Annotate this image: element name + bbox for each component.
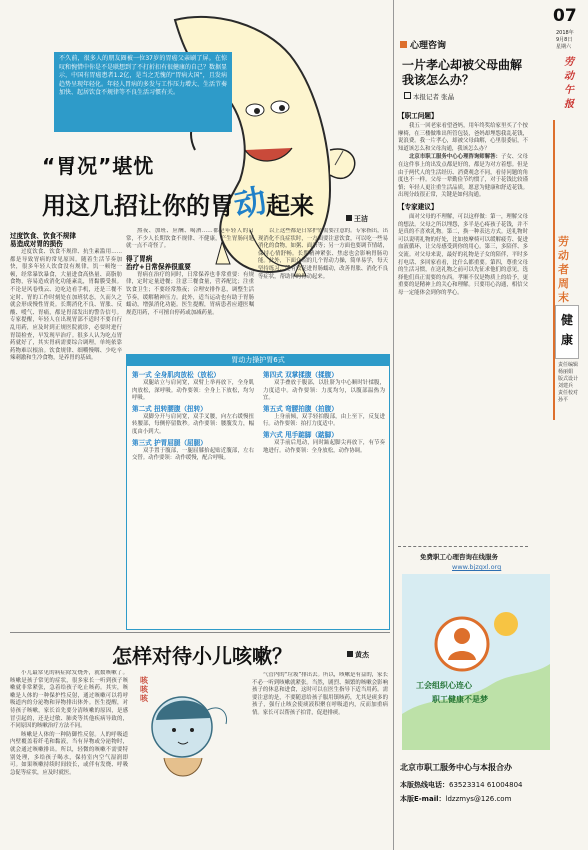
page-date: 2018年 9月8日 星期六: [556, 30, 574, 50]
editor-line: 杨丽娟: [558, 369, 574, 375]
exercise-body: 双腿站立与肩同宽，双臂上举再放下，全身肌肉放松，深呼吸。动作要领：全身上下放松，均匀呼吸。: [132, 380, 254, 402]
author-square-icon: [346, 215, 352, 221]
editor-line: 责任校对: [558, 390, 579, 396]
article3-title: 一片孝心却被父母曲解 我该怎么办？: [402, 58, 523, 87]
service-divider: [398, 546, 528, 547]
exercise-body: 双脚分开与肩同宽，双手叉腰，向左右缓慢扭转腰部，每侧停留数秒。动作要领：腰腹发力，幅度由小到大。: [132, 413, 254, 435]
article2-col3: [252, 672, 388, 844]
editor-credits: [558, 362, 586, 404]
exercise-box-title: 胃动力操护胃6式: [127, 355, 389, 366]
section-divider: [10, 632, 390, 633]
article1-subhead1: 过度饮食、饮食不规律 易造成对胃的损伤: [10, 232, 76, 248]
article2-author: [347, 650, 369, 660]
article2-author-name: 黄杰: [355, 651, 369, 659]
exercise-heading: 第五式 弯腰拍腹（拍腹）: [263, 404, 338, 413]
article1-col2-text-b: 胃病在治疗的同时，日常保养也非常重要：有规律，定时定量进餐；注意三餐食量，营养配比；注重饮食卫生；不要经常熬夜；合理安排作息，调整生活节奏，缓解精神压力。此外，适当运动也有助于胃肠蠕动，增强消化功能。医生提醒，胃病患者应遵医嘱规范用药，不可擅自停药或加减药量。: [126, 271, 254, 316]
article1-col3-text: 以上这些都是日常护胃需要注意的。专家指出，出现消化不良症状时，一方面要注意饮食，可以吃一些易消化的食物，如粥、面条等；另一方面也要调节情绪，保持心情舒畅。长期精神紧张、焦虑也会影响胃肠功能。此外，下面介绍的几个胃动力操，简单易学，每天坚持练习，能有效促进胃肠蠕动，改善胃胀、消化不良等症状，帮助你的胃动起来。: [258, 228, 388, 280]
footer-hotline-label: 本版热线电话：: [400, 781, 449, 789]
footer-hotline: [400, 780, 522, 790]
article1-subhead2: 得了胃病 治疗+日常保养很重要: [126, 254, 191, 271]
side-accent-bar: [553, 120, 555, 420]
coughing-child-illustration: [134, 672, 244, 792]
article1-lead-text: 不久前，很多人的朋友圈被一位37岁的胃癌父亲刷了屏。在惊叹和惋惜中你是不是联想到了不打折扣有很健康的自己？数据显示，中国有胃癌患者1.2亿，是当之无愧的“胃病大国”，且发病趋势呈现年轻化。年轻人胃病的多发与工作压力增大、生活节奏加快、起居饮食不规律等不良生活习惯有关。: [59, 55, 228, 97]
cough-sound-label: 咳咳咳: [140, 676, 148, 703]
exercise-heading: 第二式 扭转腰腹（扭转）: [132, 404, 207, 413]
column-divider: [393, 0, 394, 850]
article3-tag: [400, 38, 446, 51]
exercise-heading: 第一式 全身肌肉放松（放松）: [132, 371, 221, 379]
article3-tag-text: 心理咨询: [410, 41, 447, 51]
article3-author: [404, 92, 454, 101]
title-part-move: 动: [230, 181, 271, 225]
article3-body: [398, 110, 528, 540]
article2-col1: [10, 670, 128, 845]
exercise-heading: 第三式 护胃屈腿（屈腿）: [132, 438, 207, 447]
exercise-box: [126, 354, 390, 630]
article3-answer-head: 北京市职工服务中心心理咨询师解答：: [409, 154, 501, 161]
article1-author: [346, 214, 368, 224]
side-column-label: 健康: [561, 313, 574, 347]
service-url[interactable]: www.bjzgxl.org: [452, 563, 502, 571]
editor-line: 责任编辑: [558, 362, 579, 368]
footer-email-label: 本版E-mail：: [400, 795, 446, 803]
masthead: 劳动午报: [564, 57, 574, 110]
tag-square-icon: [400, 41, 407, 48]
exercise-body: 双手叠放于腹部，以肚脐为中心顺时针揉腹，力度适中。动作要领：力度均匀，以腹部温热为宜。: [263, 380, 385, 402]
side-section-label: 劳动者周末: [558, 235, 569, 304]
exercise-body: 上身前倾，双手轻拍腹部，由上至下，反复进行。动作要领：拍打力度适中。: [263, 413, 385, 428]
page-number: 07: [553, 6, 577, 26]
footer-email-address[interactable]: ldzzmys@126.com: [445, 795, 512, 803]
service-illustration: [402, 574, 550, 750]
editor-line: 孙平: [558, 397, 569, 403]
editor-line: 版式设计: [558, 376, 579, 382]
author-square-icon: [404, 92, 411, 99]
article2-col3-text: 气管内的“垃圾”排出去。所以，咳嗽是有益的，家长不必一听到咳嗽就紧张。当然，剧烈、频繁的咳嗽会影响孩子的休息和进食，这时可以在医生指导下适当用药。需要注意的是，不要随意给孩子服用镇咳药，尤其是痰多的孩子，强行止咳会使痰液积聚在呼吸道内，反而加重病情。家长可以帮孩子拍背，促进排痰。: [252, 672, 388, 716]
article1-col2-text-a: 熬夜、加班、应酬、喝酒……都是年轻人的日常，不少人长期饮食不规律、不健康，产生胃肠问题就一点不奇怪了。: [126, 228, 254, 250]
article1-title-line1: “胃况”堪忧: [42, 154, 155, 178]
exercise-col-right: [263, 369, 385, 456]
author-square-icon: [347, 651, 353, 657]
service-title: 免费职工心理咨询在线服务: [420, 553, 498, 561]
title-part-a: 用这几招让你的胃: [42, 192, 234, 220]
article2-col2-text: 咳嗽是人体的一种防御性反射。人的呼吸道内壁覆盖着纤毛和黏液，当有异物或分泌物时，就会通过咳嗽排出。所以，轻微的咳嗽不需要特别处理，多给孩子喝水，保持室内空气湿润即可。如果咳嗽持续时间较长，或伴有发烧、呼吸急促等症状，应及时就医。: [10, 731, 128, 776]
article3-sec1: 【职工问题】: [398, 112, 438, 120]
article1-col3: [258, 228, 388, 348]
article1-lead-box: [54, 52, 232, 132]
article3-author-name: 本报记者 张晶: [413, 93, 455, 101]
article1-col1-text: 过度饮食、饮食不规律、抗生素滥用……都是导致胃病的常见原因。随着生活节奏加快，很多年轻人饮食没有规律，饥一顿饱一顿，经常暴饮暴食，大量进食高热量、高脂肪食物，容易造成消化功能紊乱，胃黏膜受损。不论是风卷残云、边吃边看手机，还是三餐不定时、胃的工作时刻处在加班状态，久而久之就会形成慢性胃炎。长期消化不良、胃胀、反酸、嗳气、胃痛，都是胃部发出的警告信号。专家提醒，年轻人在出现胃部不适时不要自行乱用药，应及时到正规医院就诊，必要时进行胃镜检查，早发现早治疗。很多人认为吃点胃药就好了，其实胃病需要综合调理，单纯依靠药物难以根治。饮食规律、细嚼慢咽、少吃辛辣刺激和生冷食物，是养胃的基础。: [10, 249, 122, 362]
service-tag1: 工会组织心连心: [416, 681, 472, 690]
article3-advice: 面对父母的不理解，可以这样做：第一，理解父母的想法。父母之所以埋怨，多半是心疼孩子花钱，并不是真的不喜欢礼物。第二，换一种表达方式。送礼物时可以说明礼物的好处，比如按摩椅可以缓解疲劳、促进血液循环，让父母感受到你的用心。第三，多陪伴、多交流。对父母来说，最好的礼物是子女的陪伴，平时多打电话、多回家看看，比什么都重要。第四，尊重父母的生活习惯，在送礼物之前可以先征求他们的意见，选择他们真正需要的东西。孝顺不仅是物质上的给予，更重要的是精神上的关心和理解。只要用心沟通，相信父母一定能体会到你的孝心。: [398, 213, 528, 296]
exercise-body: 双手前后甩动，同时踮起脚尖再放下，有节奏地进行。动作要领：全身放松，动作协调。: [263, 439, 385, 454]
exercise-heading: 第六式 甩手踮脚（踮脚）: [263, 430, 338, 439]
article1-author-name: 王洁: [354, 215, 368, 223]
exercise-body: 双手置于腹部，一腿屈膝抬起贴近腹部，左右交替。动作要领：动作缓慢，配合呼吸。: [132, 447, 254, 462]
side-column-box: [555, 305, 579, 359]
article2-title: 怎样对待小儿咳嗽？: [112, 644, 292, 668]
article3-sec2: 【专家建议】: [398, 202, 438, 211]
article1-col2: [126, 228, 254, 352]
article2-col1-text: 小儿最常见的病症除发烧外，就数咳嗽了。咳嗽是孩子常见的症状，很多家长一听到孩子咳嗽就非常紧张，急着给孩子吃止咳药。其实，咳嗽是人体的一种保护性反射，通过咳嗽可以将呼吸道内的分泌物和异物排出体外。医生提醒，对待孩子咳嗽，家长首先要分清咳嗽的原因，是感冒引起的，还是过敏、肺炎等其他疾病导致的，不同原因的咳嗽治疗方法不同。: [10, 670, 128, 730]
footer-email: [400, 794, 511, 804]
service-tag2: 职工健康不是梦: [432, 695, 488, 704]
footer-hotline-number: 63523314 61004804: [449, 781, 523, 789]
exercise-heading: 第四式 双掌揉腹（揉腹）: [263, 371, 338, 379]
article1-col1: [10, 230, 122, 630]
article3-question: 我五一回老家看望爸妈，用年终奖给家里买了个按摩椅，在三楼做堆出所管包装，爸妈却埋怨我乱花钱，说浪费。我一片孝心，却被父母曲解，心里很委屈，不知道该怎么和父母沟通，我该怎么办？: [398, 123, 528, 152]
title-part-c: 起来: [266, 192, 315, 220]
editor-line: 刘建兵: [558, 383, 574, 389]
article1-title-line2: [42, 178, 314, 224]
exercise-col-left: [132, 369, 254, 464]
article3-answer: 子女、父母在这件事上的出发点都是好的，都是为对方着想。但是由于两代人的生活经历、消费观念不同，看待问题的角度也不一样。父母一辈勤俭节约惯了，对于花钱比较谨慎；年轻人更注重生活品质，愿意为健康和舒适花钱。出现分歧很正常，关键是如何沟通。: [398, 154, 528, 199]
footer-partner: 北京市职工服务中心与本报合办: [400, 763, 512, 772]
